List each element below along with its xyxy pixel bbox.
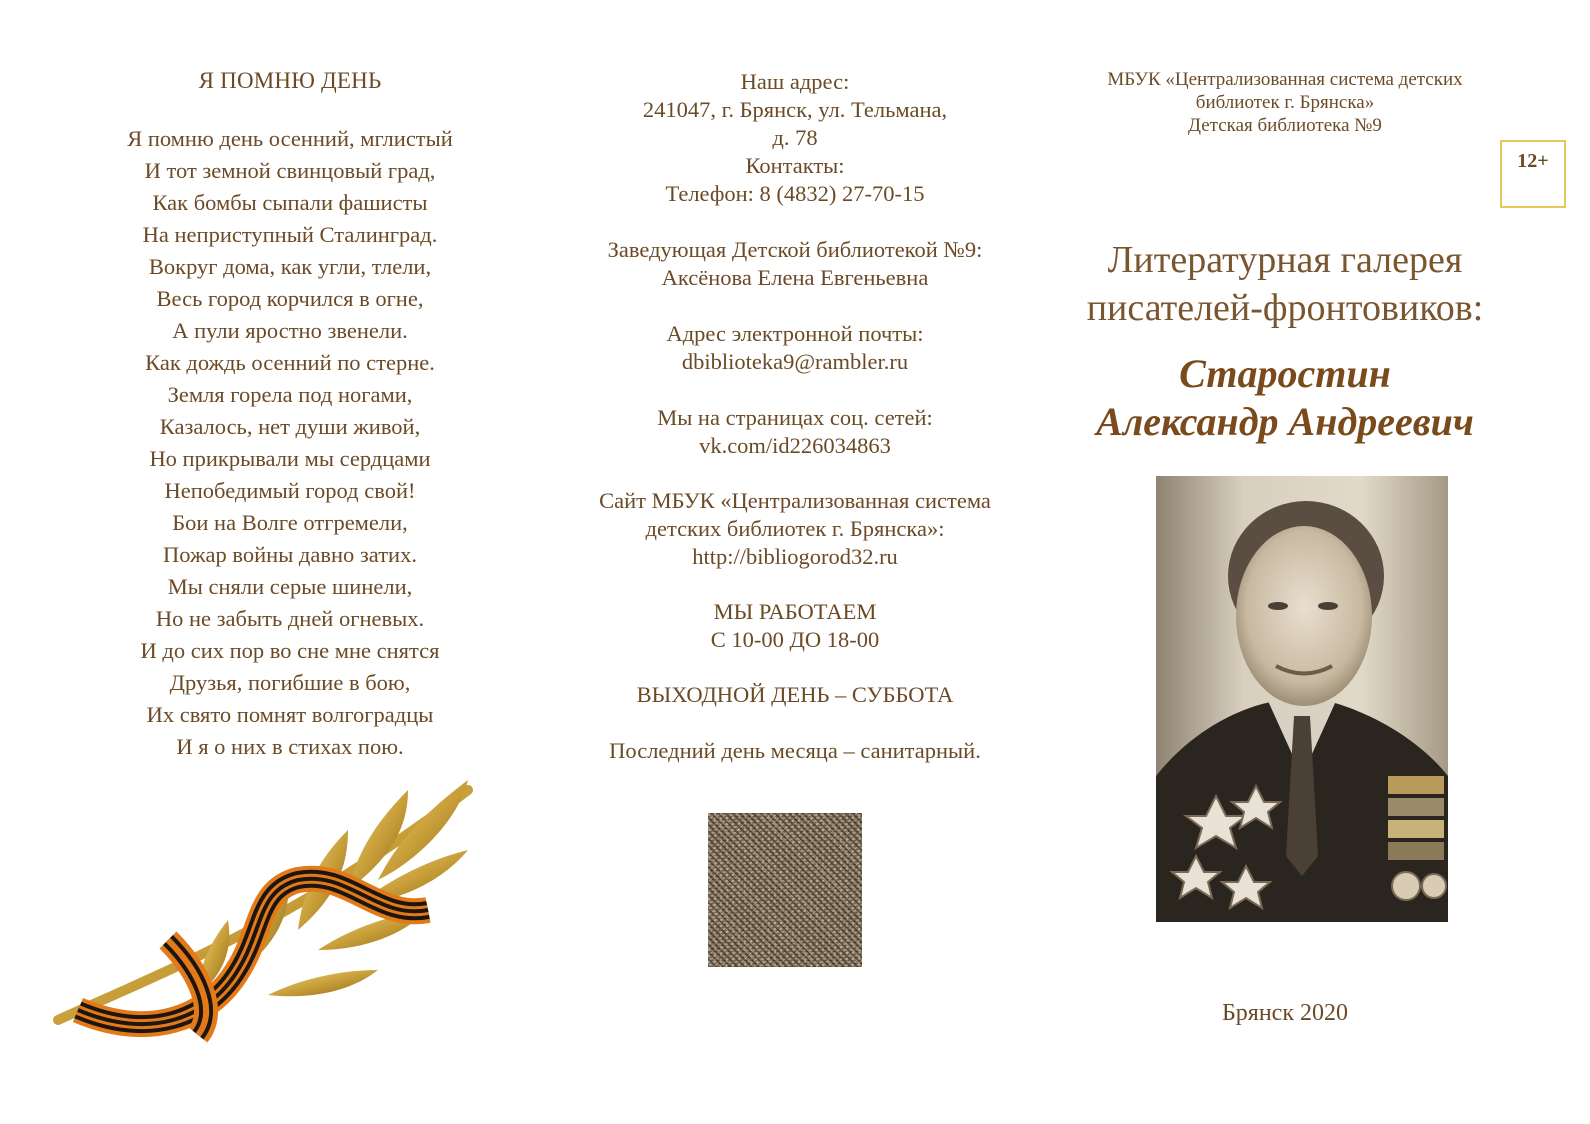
poem-line: Я помню день осенний, мглистый <box>127 126 453 151</box>
poem-line: И тот земной свинцовый град, <box>144 158 436 183</box>
org-line: библиотек г. Брянска» <box>1195 92 1375 113</box>
poem-line: Как бомбы сыпали фашисты <box>152 190 428 215</box>
poem-line: Пожар войны давно затих. <box>163 542 417 567</box>
contacts-label: Контакты: <box>745 153 845 178</box>
head-label: Заведующая Детской библиотекой №9: <box>607 237 983 262</box>
site-label: детских библиотек г. Брянска»: <box>645 516 945 541</box>
poem-line: И я о них в стихах пою. <box>176 734 404 759</box>
poem-line: На неприступный Сталинград. <box>142 222 438 247</box>
email-link[interactable]: dbiblioteka9@rambler.ru <box>681 349 909 374</box>
gallery-title-line: Литературная галерея <box>1107 239 1463 281</box>
poem-line: Их свято помнят волгоградцы <box>146 702 434 727</box>
address-line: д. 78 <box>772 125 818 150</box>
poem-line: Казалось, нет души живой, <box>159 414 421 439</box>
poem-line: Но не забыть дней огневых. <box>155 606 425 631</box>
day-off: ВЫХОДНОЙ ДЕНЬ – СУББОТА <box>636 682 954 707</box>
org-line: Детская библиотека №9 <box>1188 115 1382 136</box>
head-name: Аксёнова Елена Евгеньевна <box>661 265 929 290</box>
site-link[interactable]: http://bibliogorod32.ru <box>692 544 898 569</box>
hours-block <box>560 598 1030 654</box>
poem-line: А пули яростно звенели. <box>172 318 408 343</box>
author-name <box>1060 350 1510 446</box>
author-given-names: Александр Андреевич <box>1096 399 1474 444</box>
email-label: Адрес электронной почты: <box>666 321 924 346</box>
left-panel <box>40 0 540 1124</box>
gallery-title-line: писателей-фронтовиков: <box>1086 287 1484 329</box>
footer-city-year: Брянск 2020 <box>1222 1000 1348 1026</box>
org-line: МБУК «Централизованная система детских <box>1107 69 1463 90</box>
poem-line: Бои на Волге отгремели, <box>172 510 408 535</box>
poem-line: Непобедимый город свой! <box>164 478 416 503</box>
gallery-title <box>1060 236 1510 332</box>
poem-line: Но прикрывали мы сердцами <box>149 446 431 471</box>
laurel-ribbon-illustration <box>48 770 488 1050</box>
age-rating-badge: 12+ <box>1500 140 1566 208</box>
address-line: 241047, г. Брянск, ул. Тельмана, <box>642 97 948 122</box>
contacts-panel <box>560 0 1030 1124</box>
site-block <box>560 487 1030 571</box>
poem-line: Вокруг дома, как угли, тлели, <box>148 254 432 279</box>
hours: С 10-00 ДО 18-00 <box>710 627 880 652</box>
organization <box>1060 68 1510 137</box>
poem-line: Друзья, погибшие в бою, <box>169 670 411 695</box>
cover-panel <box>1060 0 1590 1124</box>
hours-label: МЫ РАБОТАЕМ <box>713 599 877 624</box>
phone: Телефон: 8 (4832) 27-70-15 <box>665 181 925 206</box>
poem-title: Я ПОМНЮ ДЕНЬ <box>198 68 382 93</box>
poem-line: Весь город корчился в огне, <box>156 286 424 311</box>
poem-line: И до сих пор во сне мне снятся <box>140 638 440 663</box>
head-block <box>560 236 1030 292</box>
poem-line: Земля горела под ногами, <box>167 382 413 407</box>
site-label: Сайт МБУК «Централизованная система <box>599 488 991 513</box>
poem-line: Мы сняли серые шинели, <box>167 574 413 599</box>
author-portrait-photo <box>1156 476 1448 922</box>
poem-line: Как дождь осенний по стерне. <box>145 350 435 375</box>
social-label: Мы на страницах соц. сетей: <box>657 405 933 430</box>
author-surname: Старостин <box>1179 351 1391 396</box>
social-link[interactable]: vk.com/id226034863 <box>699 433 891 458</box>
address-label: Наш адрес: <box>740 69 850 94</box>
social-block <box>560 404 1030 460</box>
qr-code[interactable] <box>708 813 862 967</box>
poem <box>40 123 540 763</box>
sanitary-day: Последний день месяца – санитарный. <box>609 738 981 763</box>
address-block <box>560 68 1030 208</box>
email-block <box>560 320 1030 376</box>
